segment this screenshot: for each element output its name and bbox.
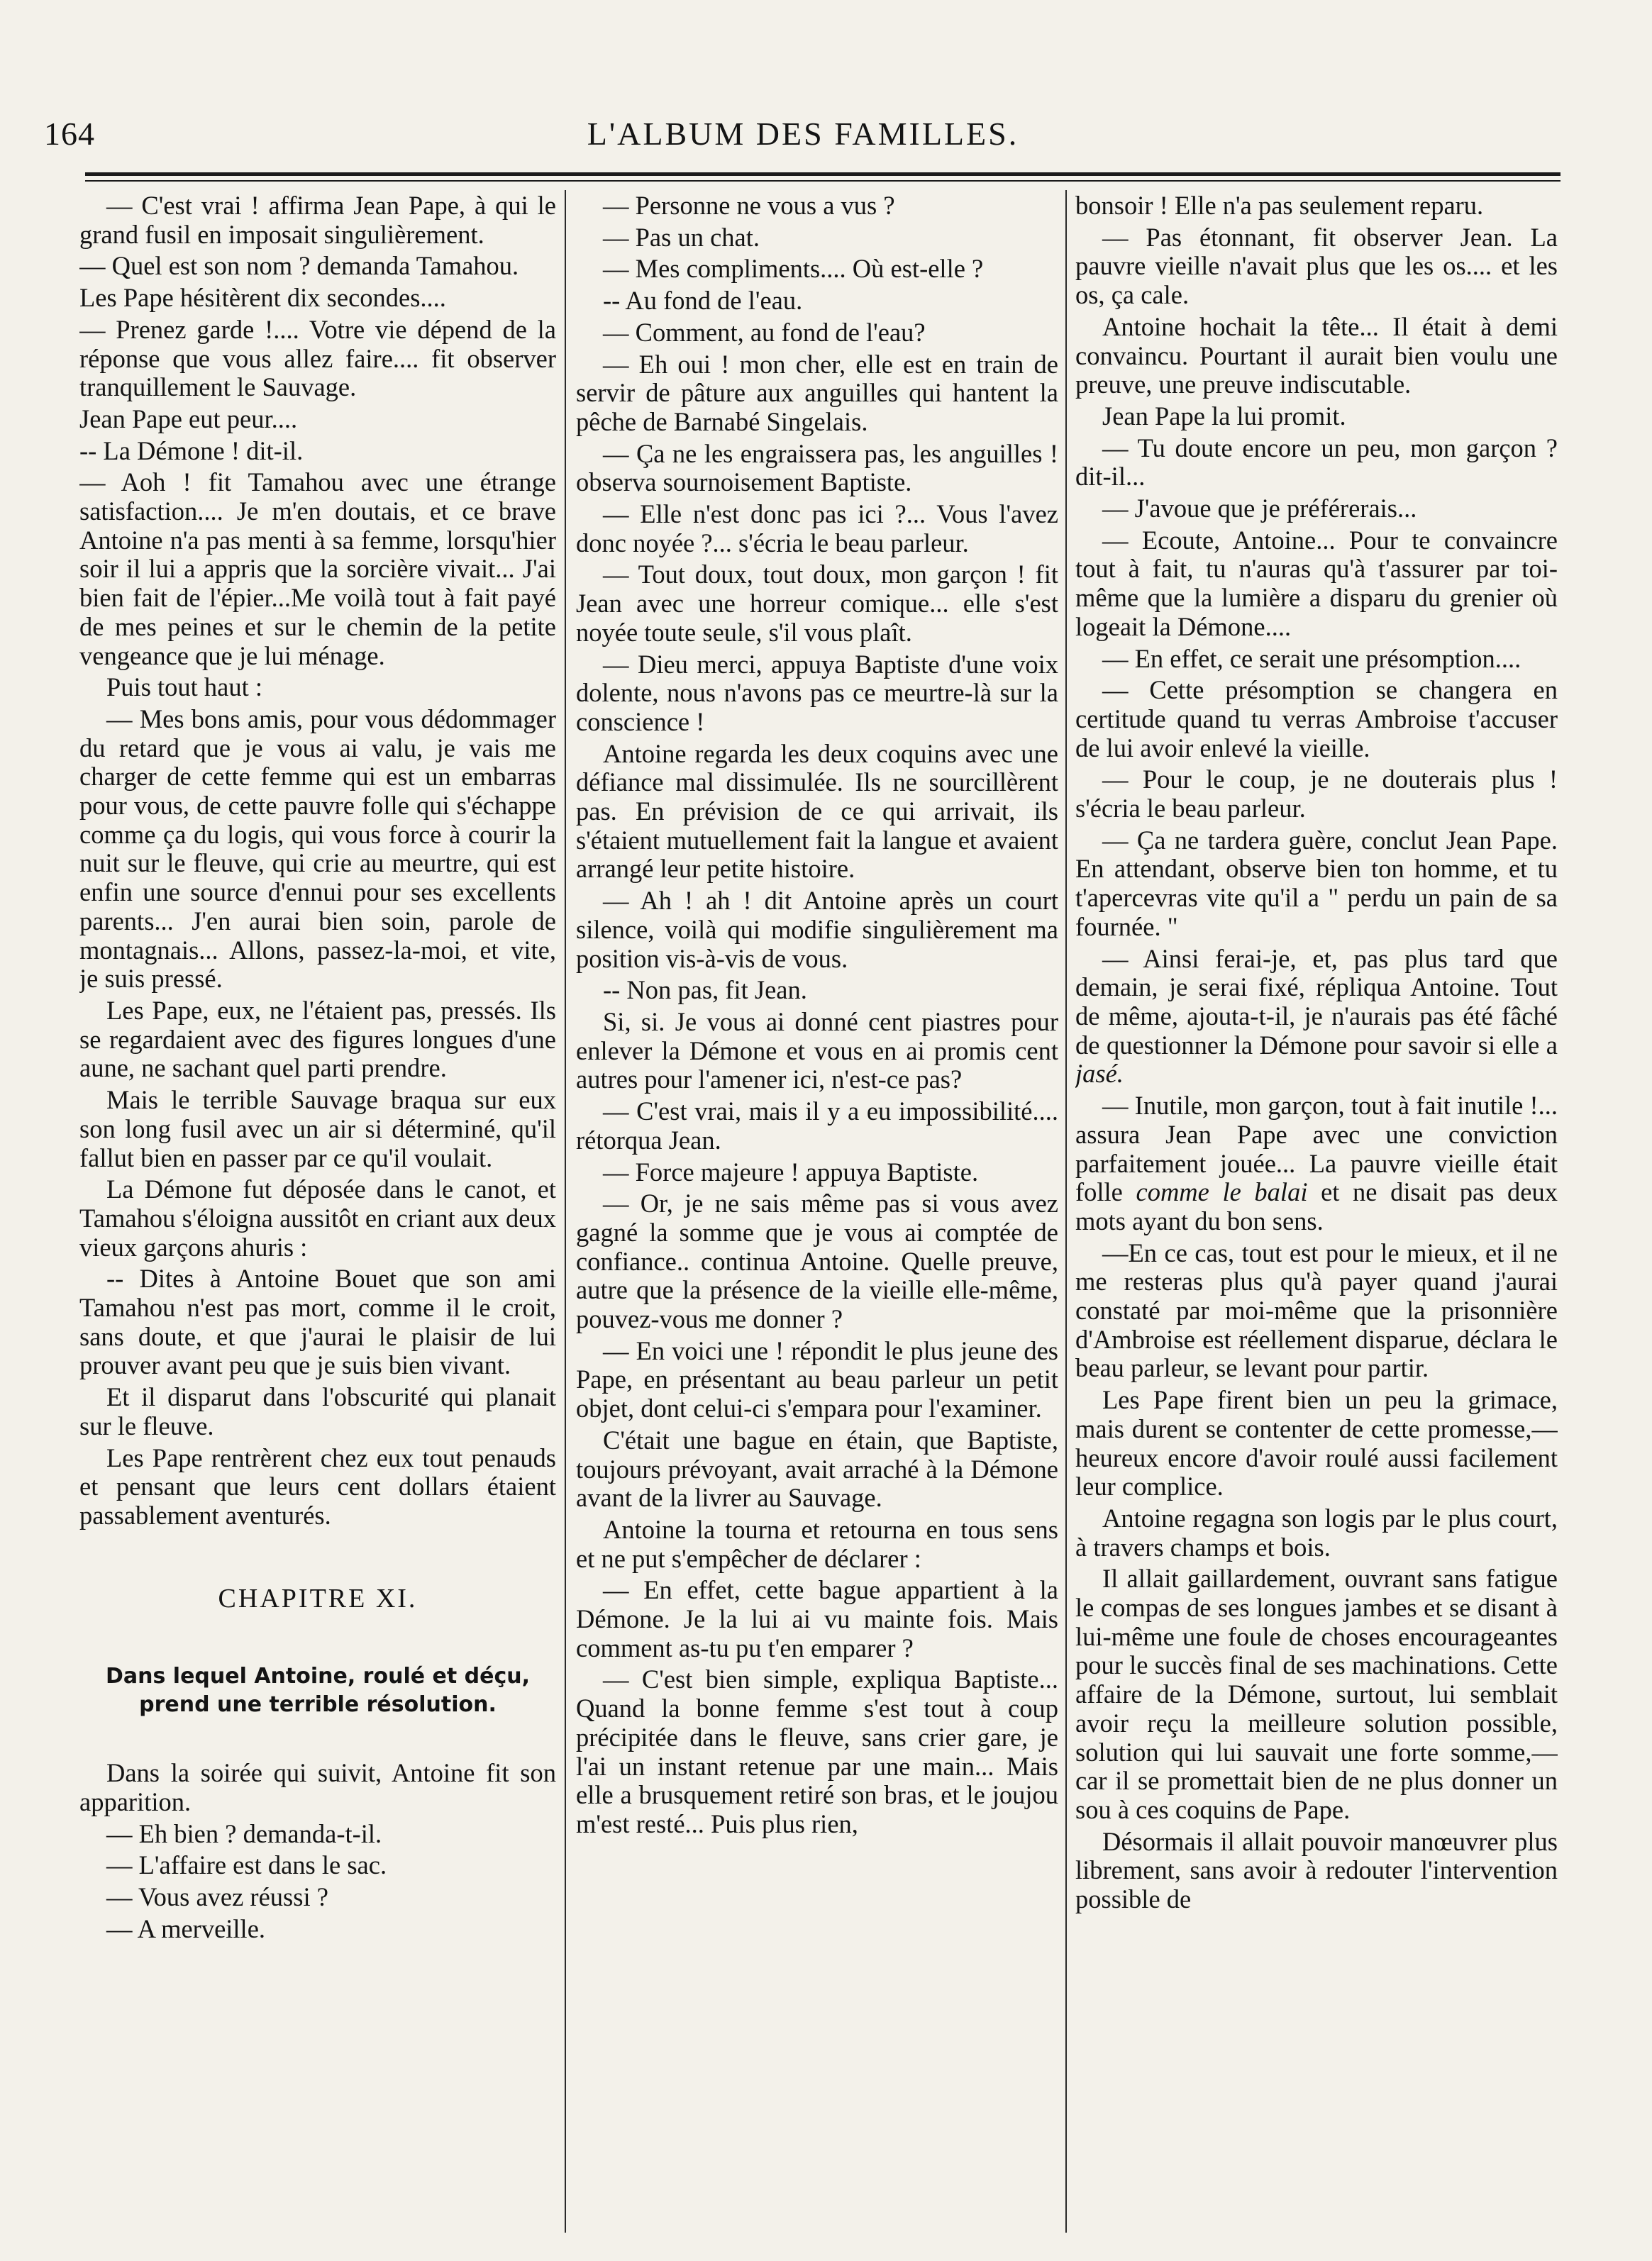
paragraph: Puis tout haut : bbox=[106, 672, 263, 702]
paragraph: — Eh oui ! mon cher, elle est en train de servir de pâture aux anguilles qui hantent la pêche de Barnabé Singelais. bbox=[576, 349, 1058, 436]
paragraph: — Mes compliments.... Où est-elle ? bbox=[603, 254, 984, 284]
text-column-3 bbox=[1075, 191, 1558, 2234]
paragraph: — Or, je ne sais même pas si vous avez gagné la somme que je vous ai comptée de confiance.. continua Antoine. Quelle preuve, autre que la présence de la vieille elle-même, pouvez-vous me donner ? bbox=[576, 1189, 1058, 1334]
paragraph: -- Au fond de l'eau. bbox=[603, 286, 803, 316]
column-divider bbox=[565, 190, 566, 2233]
chapter-heading: CHAPITRE XI. bbox=[218, 1583, 418, 1613]
header-rule-thin bbox=[85, 180, 1560, 182]
paragraph: C'était une bague en étain, que Baptiste, toujours prévoyant, avait arraché à la Démone avant de la livrer au Sauvage. bbox=[576, 1425, 1058, 1513]
paragraph: — C'est vrai, mais il y a eu impossibilité.... rétorqua Jean. bbox=[576, 1096, 1058, 1155]
paragraph bbox=[1075, 945, 1558, 1089]
paragraph: -- Dites à Antoine Bouet que son ami Tamahou n'est pas mort, comme il le croit, sans doute, et que j'aurai le plaisir de lui prouver avant peu que je suis bien vivant. bbox=[79, 1264, 556, 1380]
paragraph: Les Pape firent bien un peu la grimace, mais durent se contenter de cette promesse,— heureux encore d'avoir roulé aussi facilement leur complice. bbox=[1075, 1385, 1558, 1501]
paragraph: — Ah ! ah ! dit Antoine après un court silence, voilà qui modifie singulièrement ma position vis-à-vis de vous. bbox=[576, 886, 1058, 973]
paragraph: Désormais il allait pouvoir manœuvrer plus librement, sans avoir à redouter l'intervention possible de bbox=[1075, 1826, 1558, 1914]
paragraph: — Prenez garde !.... Votre vie dépend de la réponse que vous allez faire.... fit observer tranquillement le Sauvage. bbox=[79, 314, 556, 402]
paragraph: — En effet, cette bague appartient à la Démone. Je la lui ai vu mainte fois. Mais comment as-tu pu t'en emparer ? bbox=[576, 1575, 1058, 1662]
text-column-1 bbox=[79, 191, 556, 2234]
paragraph: La Démone fut déposée dans le canot, et Tamahou s'éloigna aussitôt en criant aux deux vieux garçons ahuris : bbox=[79, 1174, 556, 1262]
paragraph: — C'est bien simple, expliqua Baptiste... Quand la bonne femme s'est tout à coup précipitée dans le fleuve, sans crier gare, je l'ai un instant retenue par une main... Mais elle a brusquement retiré son bras, et le joujou m'est resté... Puis plus rien, bbox=[576, 1665, 1058, 1838]
paragraph: — Ça ne tardera guère, conclut Jean Pape. En attendant, observe bien ton homme, et tu t'apercevras vite qu'il a " perdu un pain de sa fournée. " bbox=[1075, 825, 1558, 941]
page-number: 164 bbox=[44, 116, 95, 152]
paragraph: -- Non pas, fit Jean. bbox=[603, 975, 807, 1005]
paragraph: —En ce cas, tout est pour le mieux, et il ne me resteras plus qu'à payer quand j'aurai constaté par moi-même que la prisonnière d'Ambroise est réellement disparue, déclara le beau parleur, se levant pour partir. bbox=[1075, 1238, 1558, 1383]
paragraph: Antoine regagna son logis par le plus court, à travers champs et bois. bbox=[1075, 1503, 1558, 1562]
paragraph: — Mes bons amis, pour vous dédommager du retard que je vous ai valu, je vais me charger de cette femme qui est un embarras pour vous, de cette pauvre folle qui s'échappe comme ça du logis, qui vous force à courir la nuit sur le fleuve, qui crie au meurtre, qui est enfin une source d'ennui pour ses excellents parents... J'en aurai bien soin, parole de montagnais... Allons, passez-la-moi, et vite, je suis pressé. bbox=[79, 704, 556, 994]
page-header bbox=[44, 106, 1562, 156]
paragraph: Mais le terrible Sauvage braqua sur eux son long fusil avec un air si déterminé, qu'il fallut bien en passer par ce qu'il voulait. bbox=[79, 1085, 556, 1172]
paragraph: — Ça ne les engraissera pas, les anguilles ! observa sournoisement Baptiste. bbox=[576, 438, 1058, 497]
header-rule-thick bbox=[85, 172, 1560, 176]
paragraph: — A merveille. bbox=[106, 1913, 266, 1943]
paragraph: — Elle n'est donc pas ici ?... Vous l'avez donc noyée ?... s'écria le beau parleur. bbox=[576, 499, 1058, 557]
paragraph: — Comment, au fond de l'eau? bbox=[603, 317, 926, 347]
italic-text: comme le balai bbox=[1136, 1177, 1308, 1207]
paragraph: — C'est vrai ! affirma Jean Pape, à qui le grand fusil en imposait singulièrement. bbox=[79, 191, 556, 249]
paragraph: Antoine la tourna et retourna en tous sens et ne put s'empêcher de déclarer : bbox=[576, 1514, 1058, 1573]
paragraph: Antoine hochait la tête... Il était à demi convaincu. Pourtant il aurait bien voulu une preuve, une preuve indiscutable. bbox=[1075, 311, 1558, 399]
paragraph: — Aoh ! fit Tamahou avec une étrange satisfaction.... Je m'en doutais, et ce brave Antoine n'a pas menti à sa femme, lorsqu'hier soir il lui a appris que la sorcière vivait... J'ai bien fait de l'épier...Me voilà tout à fait payé de mes peines et sur le chemin de la petite vengeance que je lui ménage. bbox=[79, 467, 556, 670]
paragraph: Et il disparut dans l'obscurité qui planait sur le fleuve. bbox=[79, 1382, 556, 1440]
paragraph: bonsoir ! Elle n'a pas seulement reparu. bbox=[1075, 191, 1484, 220]
paragraph: — En voici une ! répondit le plus jeune des Pape, en présentant au beau parleur un petit objet, dont celui-ci s'empara pour l'examiner. bbox=[576, 1335, 1058, 1423]
paragraph: Les Pape hésitèrent dix secondes.... bbox=[79, 283, 446, 313]
paragraph: Dans la soirée qui suivit, Antoine fit son apparition. bbox=[79, 1758, 556, 1817]
paragraph bbox=[1075, 1091, 1558, 1236]
paragraph: — Ecoute, Antoine... Pour te convaincre tout à fait, tu n'auras qu'à t'assurer par toi-même que la lumière a disparu du grenier où logeait la Démone.... bbox=[1075, 525, 1558, 641]
paragraph: — Vous avez réussi ? bbox=[106, 1882, 328, 1912]
paragraph: — Pas étonnant, fit observer Jean. La pauvre vieille n'avait plus que les os.... et les os, ça cale. bbox=[1075, 222, 1558, 310]
journal-title: L'ALBUM DES FAMILLES. bbox=[587, 116, 1019, 152]
paragraph: Jean Pape la lui promit. bbox=[1102, 401, 1346, 430]
paragraph: Les Pape, eux, ne l'étaient pas, pressés. Ils se regardaient avec des figures longues d'une aune, ne sachant quel parti prendre. bbox=[79, 995, 556, 1083]
paragraph: Il allait gaillardement, ouvrant sans fatigue le compas de ses longues jambes et se disant à lui-même une foule de choses encourageantes pour le succès final de ses machinations. Cette affaire de la Démone, surtout, lui semblait avoir reçu la meilleure solution possible, solution qui lui sauvait une forte somme,— car il se promettait bien de ne plus donner un sou à ces coquins de Pape. bbox=[1075, 1564, 1558, 1824]
paragraph: — L'affaire est dans le sac. bbox=[106, 1850, 387, 1880]
paragraph: — Dieu merci, appuya Baptiste d'une voix dolente, nous n'avons pas ce meurtre-là sur la conscience ! bbox=[576, 649, 1058, 736]
paragraph: — J'avoue que je préférerais... bbox=[1102, 494, 1417, 523]
paragraph: — Pour le coup, je ne douterais plus ! s'écria le beau parleur. bbox=[1075, 765, 1558, 823]
column-divider bbox=[1065, 190, 1067, 2233]
paragraph: — Quel est son nom ? demanda Tamahou. bbox=[79, 251, 519, 281]
text-run: — Ainsi ferai-je, et, pas plus tard que demain, je serai fixé, répliqua Antoine. Tout de même, ajouta-t-il, je n'aurais pas été fâché de questionner la Démone pour savoir si elle a bbox=[1075, 943, 1558, 1060]
paragraph: Les Pape rentrèrent chez eux tout penauds et pensant que leurs cent dollars étaient passablement aventurés. bbox=[79, 1443, 556, 1530]
paragraph: — Tout doux, tout doux, mon garçon ! fit Jean avec une horreur comique... elle s'est noyée toute seule, s'il vous plaît. bbox=[576, 560, 1058, 647]
paragraph: Jean Pape eut peur.... bbox=[79, 404, 298, 433]
paragraph: — Personne ne vous a vus ? bbox=[603, 191, 895, 220]
paragraph: — Pas un chat. bbox=[603, 222, 760, 252]
italic-text: jasé. bbox=[1075, 1059, 1124, 1089]
text-run: — Inutile, mon garçon, tout à fait inutile !... assura Jean Pape avec une conviction parfaitement jouée... La pauvre vieille était folle bbox=[1075, 1091, 1558, 1207]
chapter-summary: Dans lequel Antoine, roulé et déçu, prend une terrible résolution. bbox=[105, 1664, 531, 1718]
paragraph: — Eh bien ? demanda-t-il. bbox=[106, 1818, 382, 1848]
paragraph: — Cette présomption se changera en certitude quand tu verras Ambroise t'accuser de lui avoir enlevé la vieille. bbox=[1075, 675, 1558, 762]
paragraph: Antoine regarda les deux coquins avec une défiance mal dissimulée. Ils ne sourcillèrent pas. En prévision de ce qui arrivait, ils s'étaient mutuellement fait la langue et avaient arrangé leur petite histoire. bbox=[576, 738, 1058, 884]
text-column-2 bbox=[576, 191, 1058, 2234]
paragraph: — En effet, ce serait une présomption.... bbox=[1102, 643, 1521, 673]
paragraph: — Force majeure ! appuya Baptiste. bbox=[603, 1157, 979, 1187]
paragraph: Si, si. Je vous ai donné cent piastres pour enlever la Démone et vous en ai promis cent autres pour l'amener ici, n'est-ce pas? bbox=[576, 1006, 1058, 1094]
paragraph: -- La Démone ! dit-il. bbox=[79, 435, 304, 465]
paragraph: — Tu doute encore un peu, mon garçon ? dit-il... bbox=[1075, 433, 1558, 491]
text-run: et ne disait pas deux mots ayant du bon sens. bbox=[1075, 1177, 1558, 1235]
